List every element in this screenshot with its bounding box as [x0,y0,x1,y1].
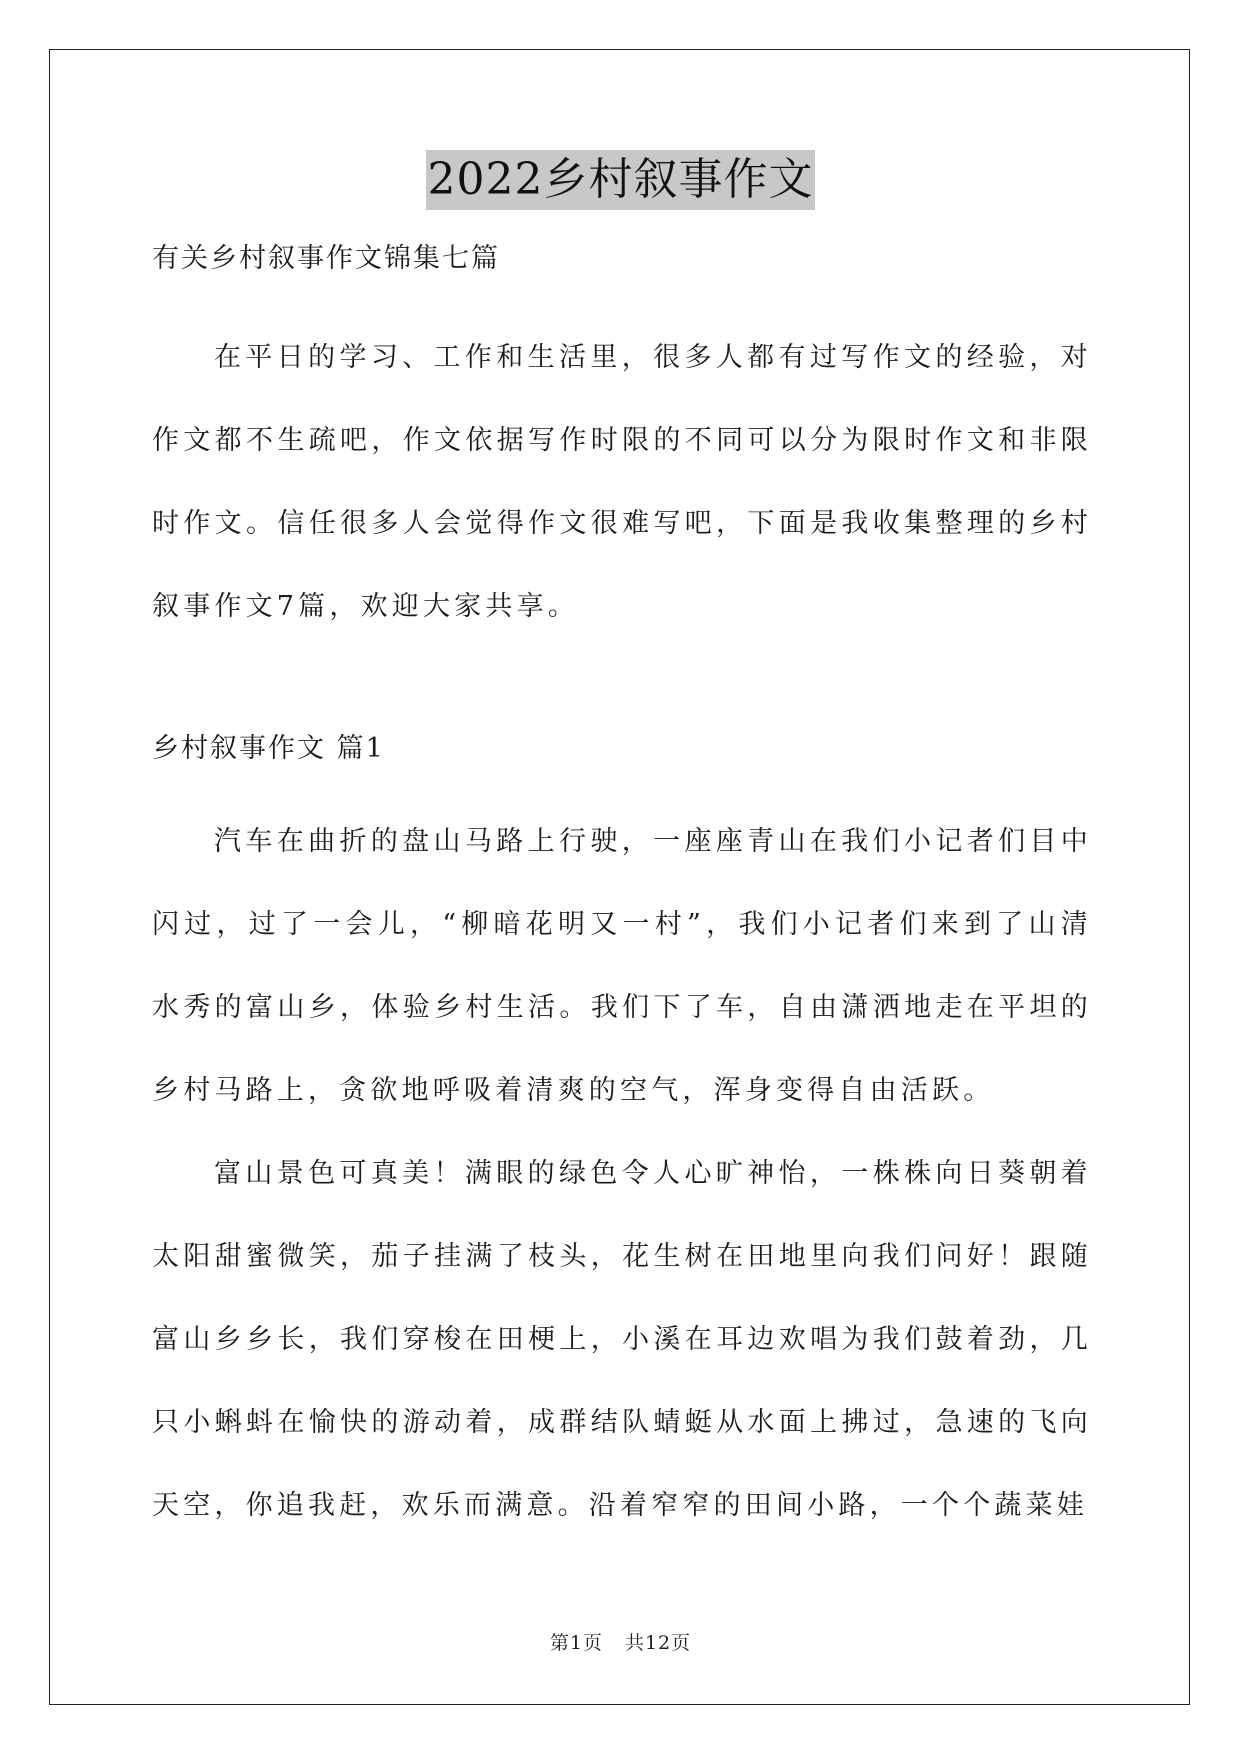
body-paragraph-2: 富山景色可真美！满眼的绿色令人心旷神怡，一株株向日葵朝着太阳甜蜜微笑，茄子挂满了枝头，花生树在田地里向我们问好！跟随富山乡乡长，我们穿梭在田梗上，小溪在耳边欢唱为我们鼓着劲，几只小蝌蚪在愉快的游动着，成群结队蜻蜓从水面上拂过，急速的飞向天空，你追我赶，欢乐而满意。沿着窄窄的田间小路，一个个蔬菜娃 [152,1158,1092,1521]
section-heading: 乡村叙事作文 篇1 [152,733,385,764]
document-title: 2022乡村叙事作文 [426,150,816,210]
document-body [152,236,1092,1547]
page-number-total: 共12页 [624,1632,692,1654]
document-subtitle: 有关乡村叙事作文锦集七篇 [152,243,500,274]
intro-paragraph: 在平日的学习、工作和生活里，很多人都有过写作文的经验，对作文都不生疏吧，作文依据写作时限的不同可以分为限时作文和非限时作文。信任很多人会觉得作文很难写吧，下面是我收集整理的乡村叙事作文7篇，欢迎大家共享。 [152,342,1092,622]
title-container [0,150,1241,210]
body-paragraph-1: 汽车在曲折的盘山马路上行驶，一座座青山在我们小记者们目中闪过，过了一会儿，“柳暗花明又一村”，我们小记者们来到了山清水秀的富山乡，体验乡村生活。我们下了车，自由潇洒地走在平坦的乡村马路上，贪欲地呼吸着清爽的空气，浑身变得自由活跃。 [152,826,1092,1106]
page-footer [0,1628,1241,1655]
page-number-current: 第1页 [549,1632,603,1654]
